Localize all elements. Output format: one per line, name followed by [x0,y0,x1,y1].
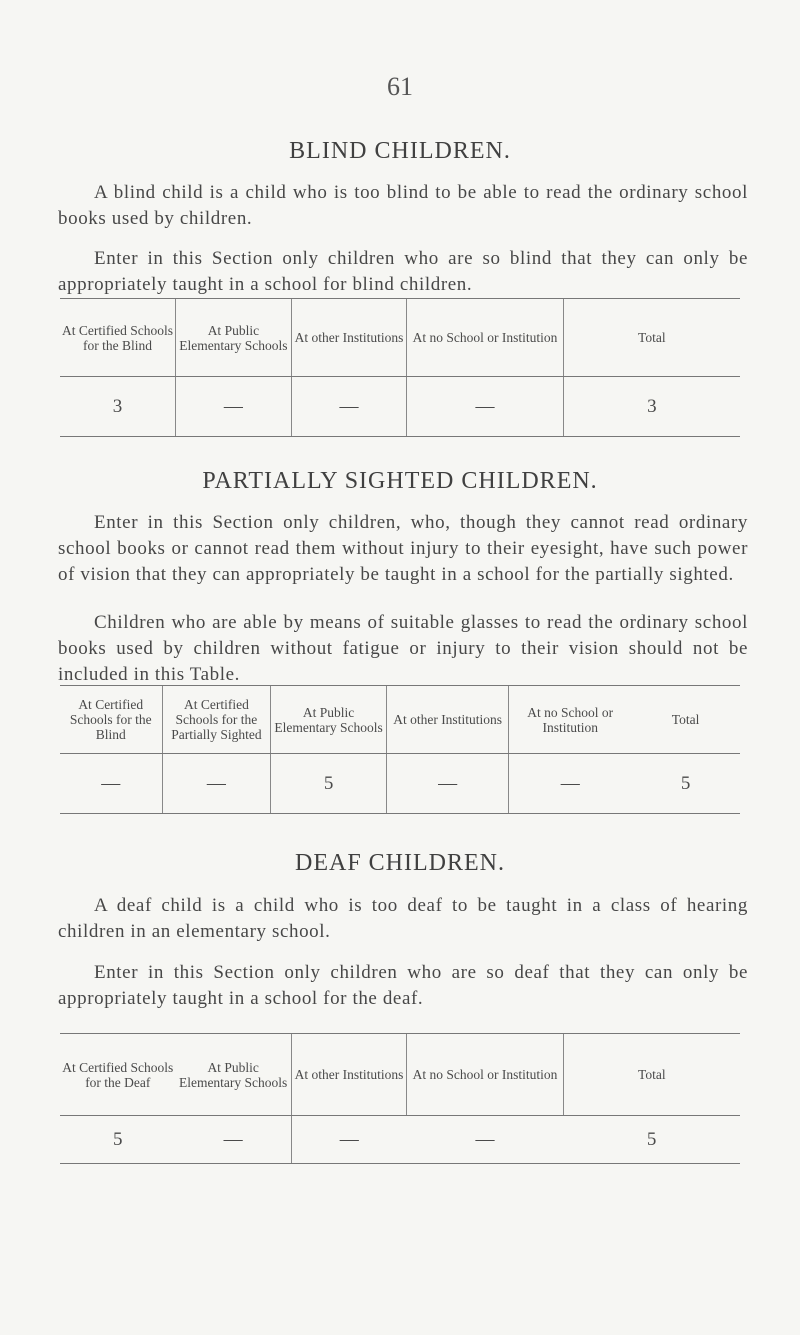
col-header-certified-blind: At Certified Schools for the Blind [60,299,176,377]
col-header-public-elementary: At Public Elementary Schools [176,299,292,377]
blind-children-table [60,298,740,437]
col-header-certified-blind: At Certified Schools for the Blind [60,686,162,754]
cell-certified-blind: — [60,754,162,814]
cell-other-institutions: — [386,754,508,814]
cell-no-school: — [509,754,631,814]
cell-public-elementary: 5 [271,754,387,814]
cell-no-school: — [407,1116,563,1164]
cell-certified-partially-sighted: — [162,754,271,814]
cell-public-elementary: — [176,377,292,437]
col-header-total: Total [631,686,740,754]
cell-total: 5 [563,1116,740,1164]
cell-public-elementary: — [176,1116,292,1164]
deaf-section-heading: DEAF CHILDREN. [295,850,505,876]
partially-sighted-section-heading: PARTIALLY SIGHTED CHILDREN. [202,468,598,494]
deaf-definition-paragraph: A deaf child is a child who is too deaf to be taught in a class of hearing children in an elementary school. [58,895,748,942]
col-header-total: Total [563,1034,740,1116]
col-header-certified-partially-sighted: At Certified Schools for the Partially Sighted [162,686,271,754]
col-header-other-institutions: At other Institutions [291,299,407,377]
blind-instruction-paragraph: Enter in this Section only children who are so blind that they can only be appropriately taught in a school for blind children. [58,248,748,295]
partially-sighted-children-table [60,685,740,814]
col-header-total: Total [563,299,740,377]
cell-total: 3 [563,377,740,437]
cell-certified-blind: 3 [60,377,176,437]
cell-other-institutions: — [291,1116,407,1164]
cell-other-institutions: — [291,377,407,437]
cell-certified-deaf: 5 [60,1116,176,1164]
col-header-other-institutions: At other Institutions [386,686,508,754]
col-header-certified-deaf: At Certified Schools for the Deaf [60,1034,176,1116]
col-header-public-elementary: At Public Elementary Schools [271,686,387,754]
blind-section-heading: BLIND CHILDREN. [289,138,511,164]
cell-no-school: — [407,377,563,437]
deaf-children-table [60,1033,740,1164]
blind-definition-paragraph: A blind child is a child who is too blind to be able to read the ordinary school books used by children. [58,182,748,229]
col-header-no-school: At no School or Institution [407,299,563,377]
cell-total: 5 [631,754,740,814]
partially-sighted-glasses-paragraph: Children who are able by means of suitable glasses to read the ordinary school books used by children without fatigue or injury to their vision should not be included in this Table. [58,612,748,685]
col-header-other-institutions: At other Institutions [291,1034,407,1116]
deaf-instruction-paragraph: Enter in this Section only children who are so deaf that they can only be appropriately taught in a school for the deaf. [58,962,748,1009]
col-header-no-school: At no School or Institution [509,686,631,754]
partially-sighted-definition-paragraph: Enter in this Section only children, who, though they cannot read ordinary school books or cannot read them without injury to their eyesight, have such power of vision that they can appropriately be taught in a school for the partially sighted. [58,512,748,585]
col-header-public-elementary: At Public Elementary Schools [176,1034,292,1116]
page-number: 61 [387,72,413,101]
col-header-no-school: At no School or Institution [407,1034,563,1116]
